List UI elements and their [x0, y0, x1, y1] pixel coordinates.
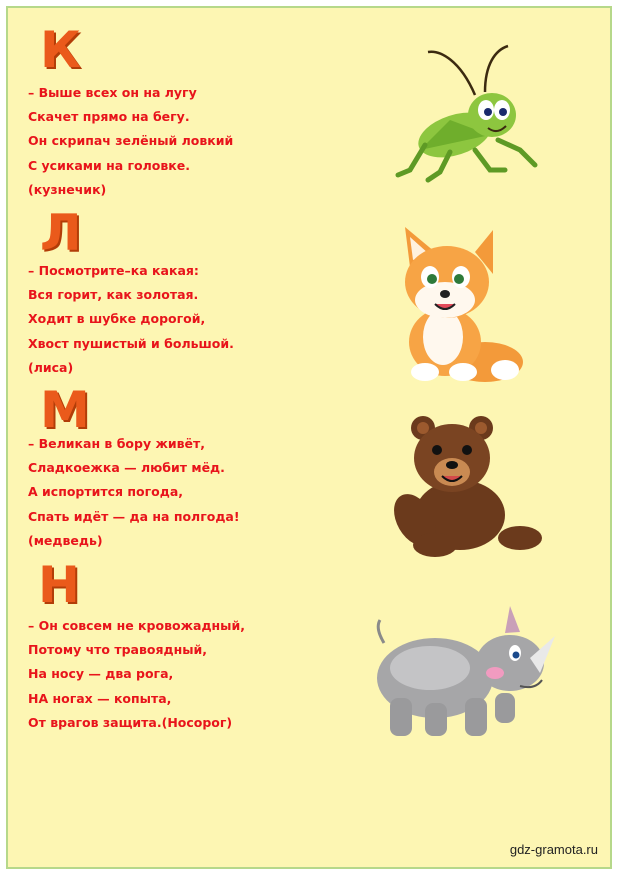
riddle-line: Вся горит, как золотая. [28, 287, 199, 303]
riddle-line: Спать идёт — да на полгода! [28, 508, 240, 524]
letter-k-heading: К [40, 21, 81, 79]
site-watermark: gdz-gramota.ru [509, 842, 598, 857]
riddle-line: Скачет прямо на бегу. [28, 109, 190, 125]
riddle-answer: От врагов защита.(Носорог) [28, 714, 233, 730]
bear-icon [385, 410, 545, 560]
riddle-line: НА ногах — копыта, [28, 690, 172, 706]
riddle-l [28, 259, 234, 380]
riddle-answer: (медведь) [28, 532, 103, 548]
riddle-line: Сладкоежка — любит мёд. [28, 460, 225, 476]
letter-m-heading: М [40, 381, 90, 439]
letter-l-heading: Л [40, 204, 82, 262]
riddle-line: С усиками на головке. [28, 157, 190, 173]
riddle-m [28, 432, 240, 553]
riddle-answer: (кузнечик) [28, 181, 107, 197]
riddle-line: – Посмотрите–ка какая: [28, 263, 199, 278]
riddle-line: На носу — два рога, [28, 666, 174, 682]
riddle-line: – Он совсем не кровожадный, [28, 618, 245, 633]
fox-icon [385, 222, 525, 387]
riddle-line: А испортится погода, [28, 484, 184, 500]
riddle-k [28, 81, 233, 202]
riddle-line: Он скрипач зелёный ловкий [28, 133, 234, 149]
grasshopper-icon [380, 40, 550, 190]
riddle-line: Потому что травоядный, [28, 642, 208, 658]
riddle-n [28, 614, 245, 735]
riddle-answer: (лиса) [28, 359, 74, 375]
letter-n-heading: Н [38, 556, 80, 614]
rhino-icon [370, 598, 560, 743]
riddle-line: – Великан в бору живёт, [28, 436, 206, 451]
riddle-line: Ходит в шубке дорогой, [28, 311, 206, 327]
riddle-line: – Выше всех он на лугу [28, 85, 197, 100]
riddle-line: Хвост пушистый и большой. [28, 335, 234, 351]
